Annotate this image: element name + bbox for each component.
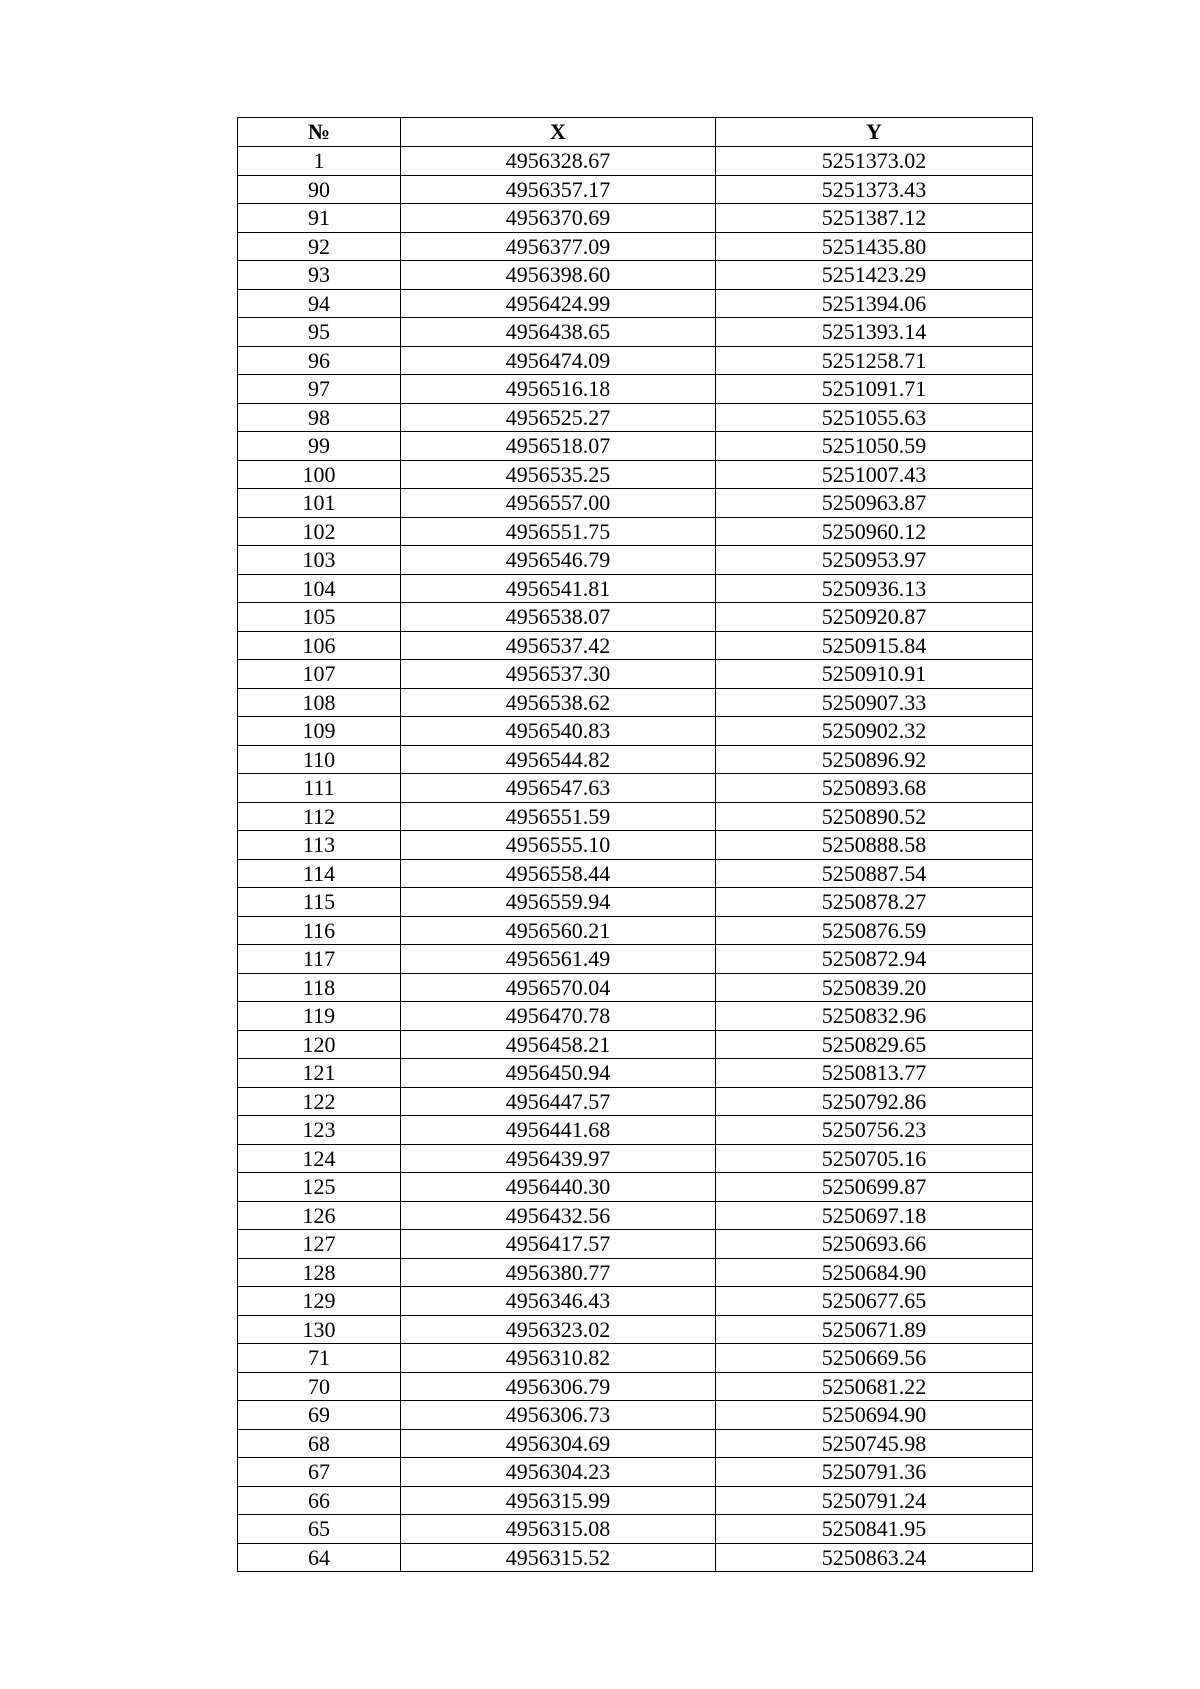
x-coordinate-cell: 4956310.82	[401, 1344, 716, 1373]
header-number: №	[238, 118, 401, 147]
y-coordinate-cell: 5250829.65	[716, 1030, 1033, 1059]
x-coordinate-cell: 4956315.52	[401, 1543, 716, 1572]
y-coordinate-cell: 5250872.94	[716, 945, 1033, 974]
x-coordinate-cell: 4956306.73	[401, 1401, 716, 1430]
y-coordinate-cell: 5250694.90	[716, 1401, 1033, 1430]
point-number-cell: 66	[238, 1486, 401, 1515]
x-coordinate-cell: 4956551.75	[401, 517, 716, 546]
x-coordinate-cell: 4956544.82	[401, 745, 716, 774]
y-coordinate-cell: 5250832.96	[716, 1002, 1033, 1031]
x-coordinate-cell: 4956398.60	[401, 261, 716, 290]
y-coordinate-cell: 5251055.63	[716, 403, 1033, 432]
y-coordinate-cell: 5251387.12	[716, 204, 1033, 233]
table-header	[238, 118, 1033, 147]
x-coordinate-cell: 4956551.59	[401, 802, 716, 831]
y-coordinate-cell: 5250878.27	[716, 888, 1033, 917]
x-coordinate-cell: 4956557.00	[401, 489, 716, 518]
y-coordinate-cell: 5251007.43	[716, 460, 1033, 489]
point-number-cell: 118	[238, 973, 401, 1002]
point-number-cell: 102	[238, 517, 401, 546]
table-row	[238, 1543, 1033, 1572]
table-row	[238, 318, 1033, 347]
table-row	[238, 888, 1033, 917]
point-number-cell: 96	[238, 346, 401, 375]
table-row	[238, 1116, 1033, 1145]
y-coordinate-cell: 5251050.59	[716, 432, 1033, 461]
x-coordinate-cell: 4956561.49	[401, 945, 716, 974]
point-number-cell: 122	[238, 1087, 401, 1116]
y-coordinate-cell: 5250876.59	[716, 916, 1033, 945]
y-coordinate-cell: 5250893.68	[716, 774, 1033, 803]
y-coordinate-cell: 5250910.91	[716, 660, 1033, 689]
y-coordinate-cell: 5250953.97	[716, 546, 1033, 575]
x-coordinate-cell: 4956541.81	[401, 574, 716, 603]
x-coordinate-cell: 4956370.69	[401, 204, 716, 233]
table-row	[238, 1315, 1033, 1344]
point-number-cell: 1	[238, 147, 401, 176]
table-row	[238, 1372, 1033, 1401]
y-coordinate-cell: 5250907.33	[716, 688, 1033, 717]
y-coordinate-cell: 5250745.98	[716, 1429, 1033, 1458]
x-coordinate-cell: 4956525.27	[401, 403, 716, 432]
point-number-cell: 116	[238, 916, 401, 945]
point-number-cell: 125	[238, 1173, 401, 1202]
table-row	[238, 1173, 1033, 1202]
table-row	[238, 1344, 1033, 1373]
x-coordinate-cell: 4956441.68	[401, 1116, 716, 1145]
x-coordinate-cell: 4956470.78	[401, 1002, 716, 1031]
point-number-cell: 112	[238, 802, 401, 831]
x-coordinate-cell: 4956447.57	[401, 1087, 716, 1116]
point-number-cell: 99	[238, 432, 401, 461]
table-row	[238, 175, 1033, 204]
y-coordinate-cell: 5250902.32	[716, 717, 1033, 746]
y-coordinate-cell: 5250697.18	[716, 1201, 1033, 1230]
table-row	[238, 1287, 1033, 1316]
y-coordinate-cell: 5251435.80	[716, 232, 1033, 261]
table-row	[238, 802, 1033, 831]
x-coordinate-cell: 4956432.56	[401, 1201, 716, 1230]
x-coordinate-cell: 4956546.79	[401, 546, 716, 575]
table-row	[238, 831, 1033, 860]
point-number-cell: 91	[238, 204, 401, 233]
point-number-cell: 126	[238, 1201, 401, 1230]
table-row	[238, 289, 1033, 318]
x-coordinate-cell: 4956424.99	[401, 289, 716, 318]
point-number-cell: 95	[238, 318, 401, 347]
y-coordinate-cell: 5250684.90	[716, 1258, 1033, 1287]
x-coordinate-cell: 4956315.99	[401, 1486, 716, 1515]
table-body	[238, 147, 1033, 1572]
x-coordinate-cell: 4956535.25	[401, 460, 716, 489]
x-coordinate-cell: 4956450.94	[401, 1059, 716, 1088]
table-row	[238, 631, 1033, 660]
x-coordinate-cell: 4956346.43	[401, 1287, 716, 1316]
table-row	[238, 432, 1033, 461]
x-coordinate-cell: 4956377.09	[401, 232, 716, 261]
y-coordinate-cell: 5250756.23	[716, 1116, 1033, 1145]
table-row	[238, 546, 1033, 575]
table-row	[238, 973, 1033, 1002]
table-row	[238, 204, 1033, 233]
table-row	[238, 517, 1033, 546]
x-coordinate-cell: 4956558.44	[401, 859, 716, 888]
table-row	[238, 346, 1033, 375]
header-row	[238, 118, 1033, 147]
y-coordinate-cell: 5250699.87	[716, 1173, 1033, 1202]
y-coordinate-cell: 5251091.71	[716, 375, 1033, 404]
y-coordinate-cell: 5250936.13	[716, 574, 1033, 603]
table-row	[238, 1515, 1033, 1544]
x-coordinate-cell: 4956304.69	[401, 1429, 716, 1458]
table-row	[238, 603, 1033, 632]
point-number-cell: 103	[238, 546, 401, 575]
x-coordinate-cell: 4956328.67	[401, 147, 716, 176]
point-number-cell: 123	[238, 1116, 401, 1145]
x-coordinate-cell: 4956304.23	[401, 1458, 716, 1487]
x-coordinate-cell: 4956518.07	[401, 432, 716, 461]
y-coordinate-cell: 5250841.95	[716, 1515, 1033, 1544]
y-coordinate-cell: 5251258.71	[716, 346, 1033, 375]
point-number-cell: 110	[238, 745, 401, 774]
y-coordinate-cell: 5250888.58	[716, 831, 1033, 860]
x-coordinate-cell: 4956315.08	[401, 1515, 716, 1544]
table-row	[238, 460, 1033, 489]
point-number-cell: 115	[238, 888, 401, 917]
x-coordinate-cell: 4956440.30	[401, 1173, 716, 1202]
point-number-cell: 109	[238, 717, 401, 746]
y-coordinate-cell: 5250960.12	[716, 517, 1033, 546]
y-coordinate-cell: 5250705.16	[716, 1144, 1033, 1173]
y-coordinate-cell: 5250677.65	[716, 1287, 1033, 1316]
y-coordinate-cell: 5250915.84	[716, 631, 1033, 660]
point-number-cell: 107	[238, 660, 401, 689]
point-number-cell: 120	[238, 1030, 401, 1059]
point-number-cell: 124	[238, 1144, 401, 1173]
x-coordinate-cell: 4956540.83	[401, 717, 716, 746]
y-coordinate-cell: 5251393.14	[716, 318, 1033, 347]
point-number-cell: 114	[238, 859, 401, 888]
y-coordinate-cell: 5250792.86	[716, 1087, 1033, 1116]
x-coordinate-cell: 4956537.30	[401, 660, 716, 689]
table-row	[238, 717, 1033, 746]
table-row	[238, 774, 1033, 803]
table-row	[238, 1458, 1033, 1487]
table-row	[238, 859, 1033, 888]
x-coordinate-cell: 4956547.63	[401, 774, 716, 803]
table-row	[238, 147, 1033, 176]
y-coordinate-cell: 5250791.24	[716, 1486, 1033, 1515]
table-row	[238, 403, 1033, 432]
table-row	[238, 1258, 1033, 1287]
point-number-cell: 65	[238, 1515, 401, 1544]
header-x: X	[401, 118, 716, 147]
table-row	[238, 375, 1033, 404]
x-coordinate-cell: 4956555.10	[401, 831, 716, 860]
y-coordinate-cell: 5250920.87	[716, 603, 1033, 632]
point-number-cell: 104	[238, 574, 401, 603]
table-row	[238, 1144, 1033, 1173]
x-coordinate-cell: 4956537.42	[401, 631, 716, 660]
point-number-cell: 68	[238, 1429, 401, 1458]
x-coordinate-cell: 4956417.57	[401, 1230, 716, 1259]
table-row	[238, 232, 1033, 261]
point-number-cell: 97	[238, 375, 401, 404]
y-coordinate-cell: 5250887.54	[716, 859, 1033, 888]
x-coordinate-cell: 4956570.04	[401, 973, 716, 1002]
y-coordinate-cell: 5250791.36	[716, 1458, 1033, 1487]
y-coordinate-cell: 5250813.77	[716, 1059, 1033, 1088]
x-coordinate-cell: 4956438.65	[401, 318, 716, 347]
table-row	[238, 1401, 1033, 1430]
x-coordinate-cell: 4956538.62	[401, 688, 716, 717]
table-row	[238, 1486, 1033, 1515]
y-coordinate-cell: 5251423.29	[716, 261, 1033, 290]
table-row	[238, 1201, 1033, 1230]
point-number-cell: 71	[238, 1344, 401, 1373]
point-number-cell: 111	[238, 774, 401, 803]
point-number-cell: 94	[238, 289, 401, 318]
y-coordinate-cell: 5250669.56	[716, 1344, 1033, 1373]
table-row	[238, 1230, 1033, 1259]
point-number-cell: 67	[238, 1458, 401, 1487]
table-row	[238, 261, 1033, 290]
y-coordinate-cell: 5250896.92	[716, 745, 1033, 774]
point-number-cell: 106	[238, 631, 401, 660]
x-coordinate-cell: 4956560.21	[401, 916, 716, 945]
y-coordinate-cell: 5251373.43	[716, 175, 1033, 204]
table-row	[238, 489, 1033, 518]
point-number-cell: 100	[238, 460, 401, 489]
table-row	[238, 916, 1033, 945]
x-coordinate-cell: 4956380.77	[401, 1258, 716, 1287]
y-coordinate-cell: 5250681.22	[716, 1372, 1033, 1401]
coordinates-table	[237, 117, 1033, 1572]
y-coordinate-cell: 5250963.87	[716, 489, 1033, 518]
point-number-cell: 117	[238, 945, 401, 974]
x-coordinate-cell: 4956474.09	[401, 346, 716, 375]
point-number-cell: 113	[238, 831, 401, 860]
y-coordinate-cell: 5250671.89	[716, 1315, 1033, 1344]
point-number-cell: 119	[238, 1002, 401, 1031]
point-number-cell: 90	[238, 175, 401, 204]
y-coordinate-cell: 5250693.66	[716, 1230, 1033, 1259]
point-number-cell: 92	[238, 232, 401, 261]
point-number-cell: 101	[238, 489, 401, 518]
header-y: Y	[716, 118, 1033, 147]
x-coordinate-cell: 4956439.97	[401, 1144, 716, 1173]
point-number-cell: 129	[238, 1287, 401, 1316]
point-number-cell: 93	[238, 261, 401, 290]
point-number-cell: 121	[238, 1059, 401, 1088]
table-row	[238, 1059, 1033, 1088]
table-row	[238, 688, 1033, 717]
table-row	[238, 574, 1033, 603]
point-number-cell: 70	[238, 1372, 401, 1401]
table-row	[238, 1030, 1033, 1059]
x-coordinate-cell: 4956559.94	[401, 888, 716, 917]
y-coordinate-cell: 5250863.24	[716, 1543, 1033, 1572]
x-coordinate-cell: 4956357.17	[401, 175, 716, 204]
x-coordinate-cell: 4956306.79	[401, 1372, 716, 1401]
y-coordinate-cell: 5251394.06	[716, 289, 1033, 318]
y-coordinate-cell: 5251373.02	[716, 147, 1033, 176]
table-row	[238, 1429, 1033, 1458]
point-number-cell: 64	[238, 1543, 401, 1572]
point-number-cell: 105	[238, 603, 401, 632]
x-coordinate-cell: 4956516.18	[401, 375, 716, 404]
y-coordinate-cell: 5250839.20	[716, 973, 1033, 1002]
x-coordinate-cell: 4956538.07	[401, 603, 716, 632]
x-coordinate-cell: 4956323.02	[401, 1315, 716, 1344]
point-number-cell: 98	[238, 403, 401, 432]
point-number-cell: 69	[238, 1401, 401, 1430]
point-number-cell: 108	[238, 688, 401, 717]
point-number-cell: 130	[238, 1315, 401, 1344]
table-row	[238, 1002, 1033, 1031]
y-coordinate-cell: 5250890.52	[716, 802, 1033, 831]
table-row	[238, 945, 1033, 974]
point-number-cell: 128	[238, 1258, 401, 1287]
table-row	[238, 1087, 1033, 1116]
table-row	[238, 660, 1033, 689]
x-coordinate-cell: 4956458.21	[401, 1030, 716, 1059]
point-number-cell: 127	[238, 1230, 401, 1259]
table-row	[238, 745, 1033, 774]
